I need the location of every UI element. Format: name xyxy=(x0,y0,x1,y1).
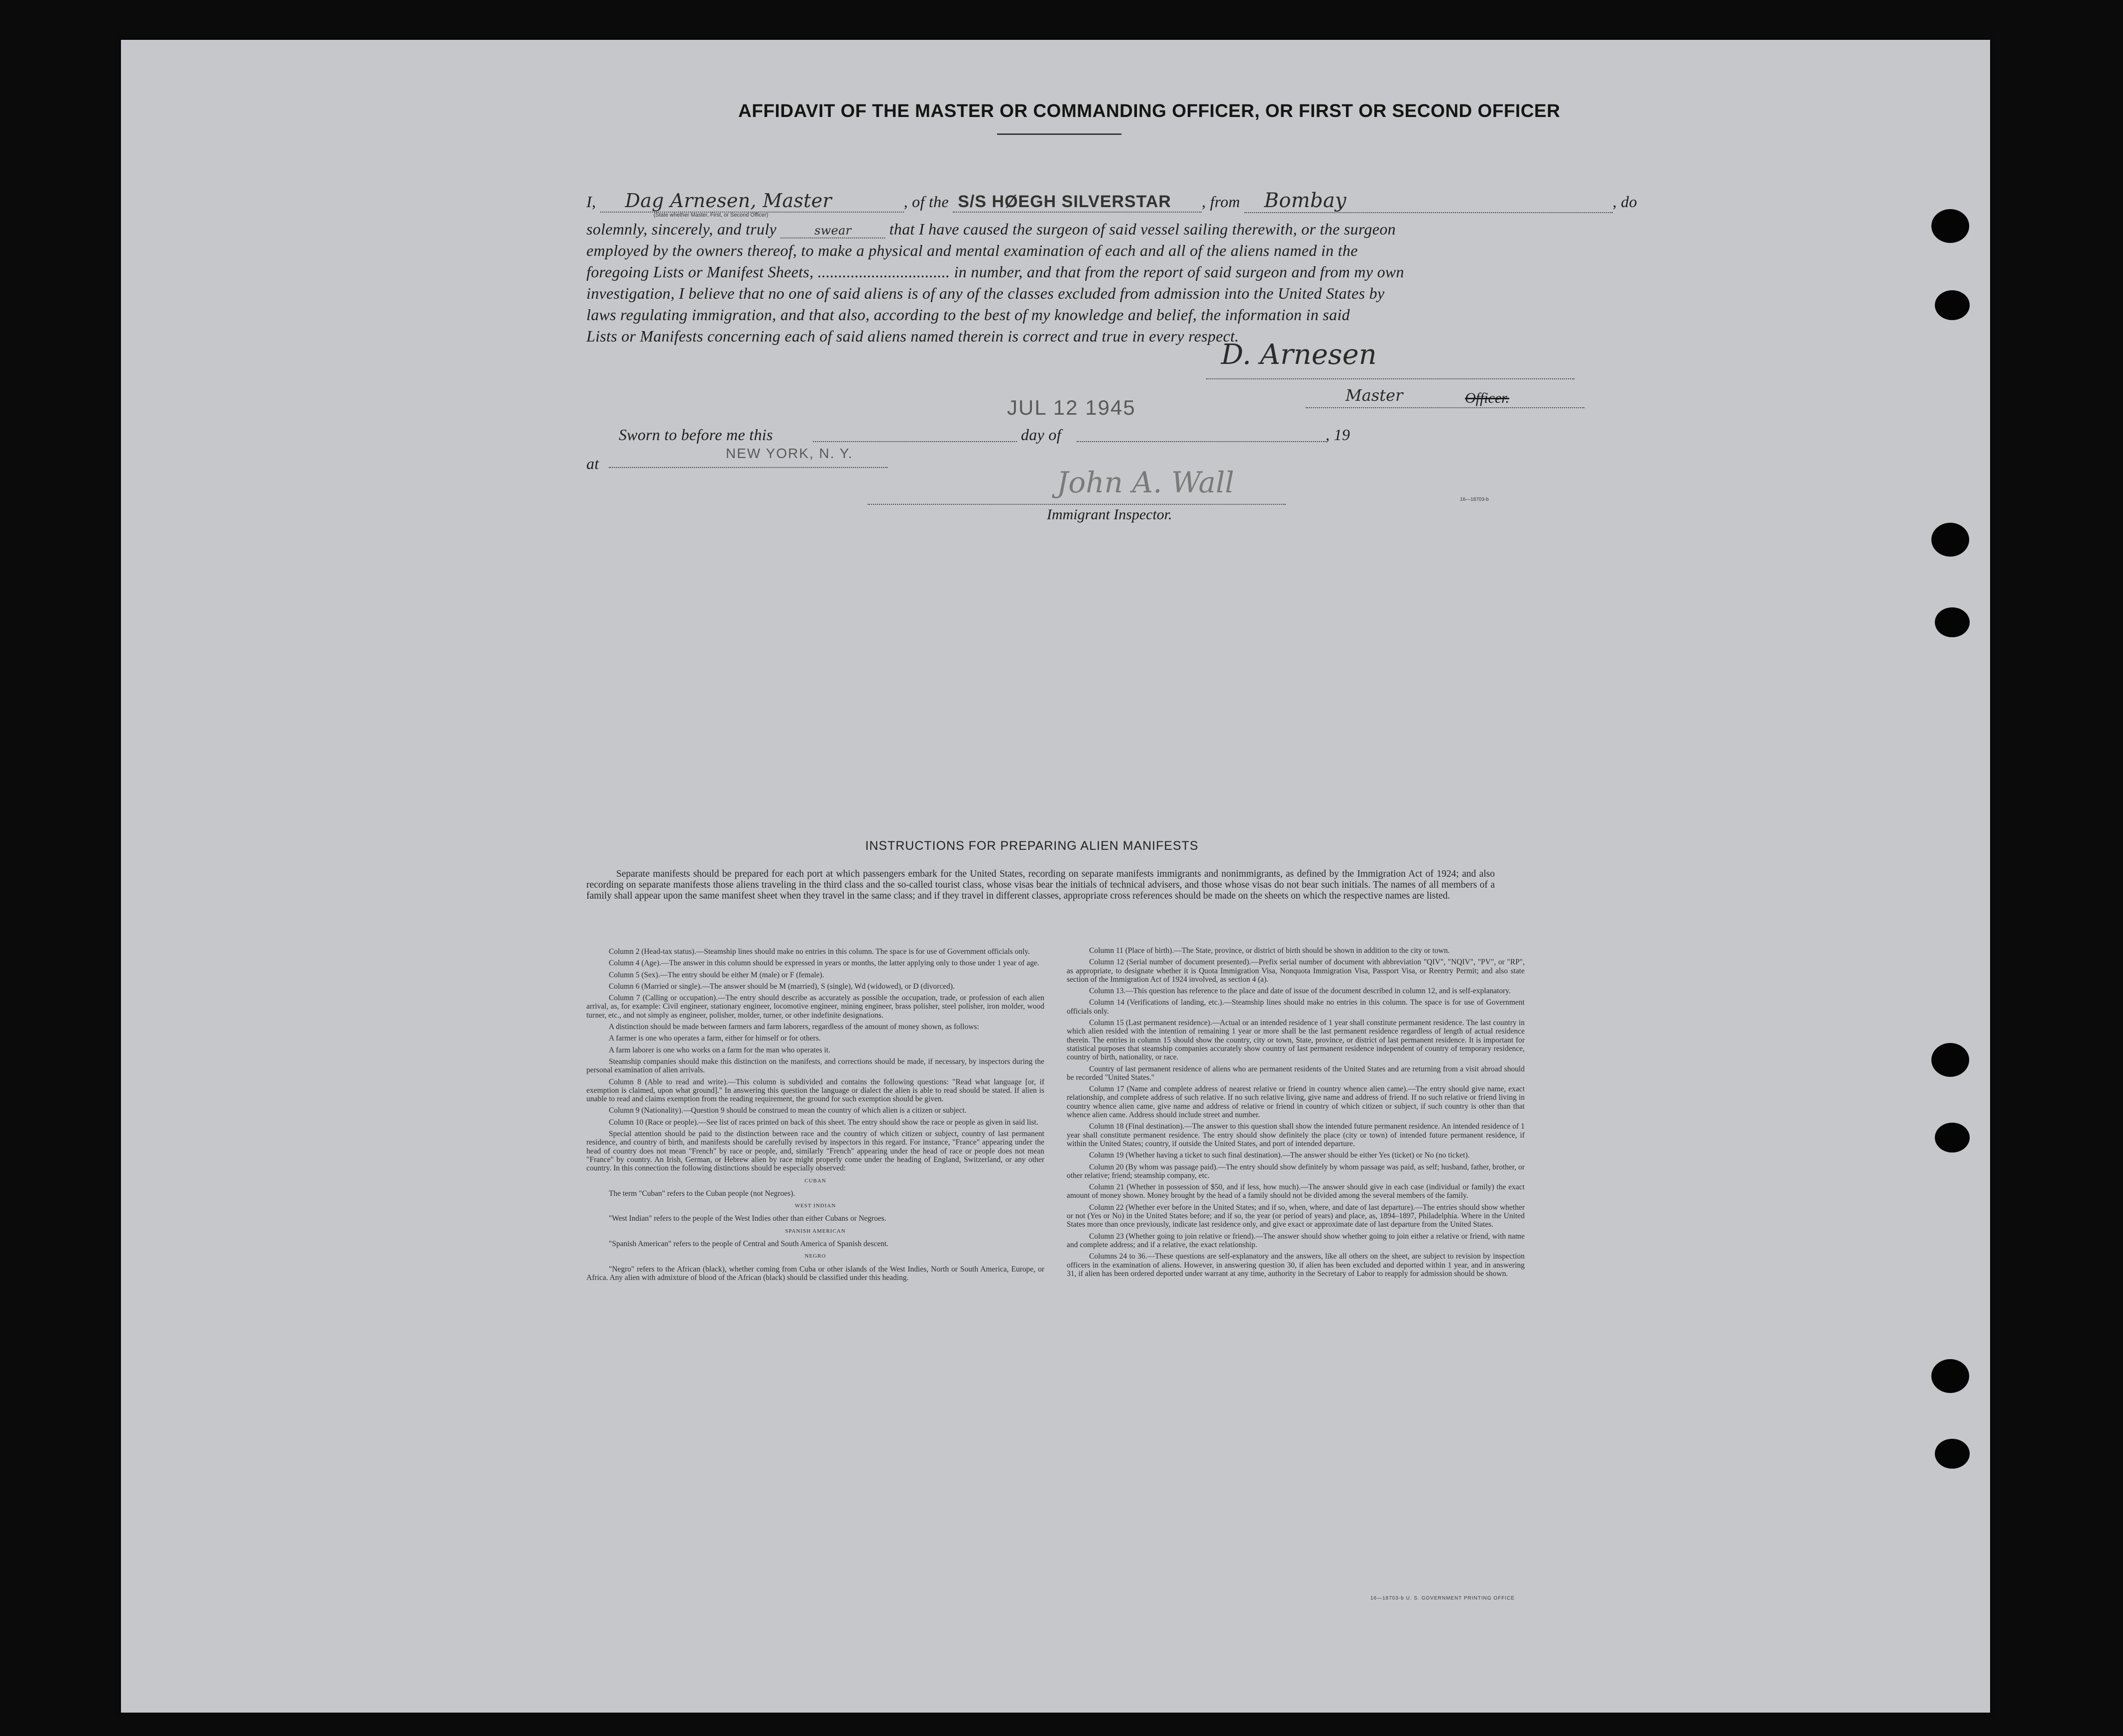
right-paragraph: Column 19 (Whether having a ticket to such final destination).—The answer should be either Yes (ticket) or No (no ticket). xyxy=(1089,1151,1470,1160)
right-paragraph: Column 15 (Last permanent residence).—Actual or an intended residence of 1 year shall constitute permanent residence. The last country in which alien resided with the intention of remaining 1 year or more shall be the last permanent residence regardless of length of actual residence therein. The entries in column 15 should show the country, city or town, State, province, or district of last permanent residence. It is important for statistical purposes that steamship companies accurately show country of last permanent residence independent of country of temporary residence, country of birth, nationality, or race. xyxy=(1067,1019,1525,1062)
affidavit-line-1: I, Dag Arnesen, Master , of the S/S HØEGH SILVERSTAR , from Bombay , do xyxy=(586,189,1637,212)
punch-hole xyxy=(1935,1439,1970,1469)
left-paragraph: Column 8 (Able to read and write).—This column is subdivided and contains the following questions: "Read what language [or, if exemption is claimed, upon what ground]." In answering this question the language or dialect the alien is able to read should be stated. If alien is unable to read and claims exemption from the reading requirement, the ground for such exemption should be given. xyxy=(586,1077,1044,1104)
vessel-name-field: S/S HØEGH SILVERSTAR xyxy=(953,192,1202,213)
right-paragraph: Country of last permanent residence of aliens who are permanent residents of the United States and are returning from a visit abroad should be recorded "United States." xyxy=(1067,1064,1525,1082)
punch-hole xyxy=(1935,1123,1970,1153)
oath-word-field: swear xyxy=(781,224,885,238)
year-prefix: , 19 xyxy=(1326,426,1350,444)
inspector-title: Immigrant Inspector. xyxy=(1047,506,1172,523)
race-note: "Spanish American" refers to the people of Central and South America of Spanish descent. xyxy=(609,1240,889,1249)
inspector-signature: John A. Wall xyxy=(1057,465,1234,499)
instructions-left-column xyxy=(586,947,1044,1285)
sworn-label: Sworn to before me this xyxy=(619,426,773,444)
master-name-field: Dag Arnesen, Master xyxy=(600,190,904,213)
signature-title: Master xyxy=(1345,386,1403,405)
right-paragraph: Columns 24 to 36.—These questions are self-explanatory and the answers, like all others on the sheet, are subject to revision by inspection officers in the examination of aliens. However, in answering question 30, if alien has been excluded and deported within 1 year, and in answering 31, if alien has been ordered deported under warrant at any time, authority in the Secretary of Labor to reapply for admission should be shown. xyxy=(1067,1252,1525,1278)
left-paragraph: Column 6 (Married or single).—The answer should be M (married), S (single), Wd (widowed), or D (divorced). xyxy=(609,982,955,991)
race-note: The term "Cuban" refers to the Cuban people (not Negroes). xyxy=(609,1189,795,1198)
punch-hole xyxy=(1935,607,1970,637)
day-of-label: day of xyxy=(1021,426,1061,444)
left-paragraph: Column 2 (Head-tax status).—Steamship lines should make no entries in this column. The space is for use of Government officials only. xyxy=(609,947,1030,956)
right-paragraph: Column 14 (Verifications of landing, etc.).—Steamship lines should make no entries in this column. The space is for use of Government officials only. xyxy=(1067,998,1525,1016)
right-paragraph: Column 17 (Name and complete address of nearest relative or friend in country whence alien came).—The entry should give name, exact relationship, and complete address of such relative. If no such relative living, give name and address of friend. If no such relative or friend living in country whence alien came, give name and address of relative or friend in country of which citizen or subject, if such country is other than that whence alien came. Address should include street and number. xyxy=(1067,1085,1525,1120)
left-paragraph: A farm laborer is one who works on a farm for the man who operates it. xyxy=(609,1045,831,1054)
at-label: at xyxy=(586,455,599,472)
punch-hole xyxy=(1931,1043,1969,1077)
punch-hole xyxy=(1931,209,1969,243)
form-code: 16—18703-b xyxy=(1460,497,1489,502)
place-stamp: NEW YORK, N. Y. xyxy=(726,446,853,461)
left-paragraph: Steamship companies should make this distinction on the manifests, and corrections should be made, if necessary, by inspectors during the personal examination of alien arrivals. xyxy=(586,1057,1044,1075)
sworn-month-line xyxy=(1077,441,1326,442)
title-line xyxy=(1306,407,1584,408)
manifest-sheet xyxy=(121,40,1990,1713)
left-paragraph: Column 7 (Calling or occupation).—The entry should describe as accurately as possible the occupation, trade, or profession of each alien arrival, as, for example: Civil engineer, stationary engineer, locomotive engineer, mining engineer, brass polisher, steel polisher, iron molder, wood turner, etc., and not simply as engineer, polisher, molder, turner, or other indefinite designations. xyxy=(586,994,1044,1020)
left-paragraph: Column 5 (Sex).—The entry should be either M (male) or F (female). xyxy=(609,970,824,979)
right-paragraph: Column 11 (Place of birth).—The State, province, or district of birth should be shown in addition to the city or town. xyxy=(1089,946,1450,955)
race-note: "West Indian" refers to the people of the West Indies other than either Cubans or Negroes. xyxy=(609,1214,887,1223)
right-paragraph: Column 23 (Whether going to join relative or friend).—The answer should show whether going to join either a relative or friend, with name and complete address; and if a relative, the exact relationship. xyxy=(1067,1232,1525,1249)
right-paragraph: Column 13.—This question has reference to the place and date of issue of the document described in column 12, and is self-explanatory. xyxy=(1089,987,1511,996)
date-stamp: JUL 12 1945 xyxy=(1007,396,1136,419)
punch-hole xyxy=(1935,290,1970,320)
inspector-line xyxy=(868,504,1286,505)
affidavit-line-6: laws regulating immigration, and that also, according to the best of my knowledge and belief, the information in said xyxy=(586,306,1350,324)
officer-struck: Officer. xyxy=(1465,390,1510,406)
title-underline xyxy=(997,133,1121,135)
right-paragraph: Column 21 (Whether in possession of $50, and if less, how much).—The answer should give in each case (individual or family) the exact amount of money shown. Money brought by the head of a family should not be divided among the several members of the family. xyxy=(1067,1183,1525,1200)
left-paragraph: A farmer is one who operates a farm, either for himself or for others. xyxy=(609,1034,821,1043)
left-paragraph: Column 10 (Race or people).—See list of races printed on back of this sheet. The entry should show the race or people as given in said list. xyxy=(609,1118,1038,1127)
right-paragraph: Column 20 (By whom was passage paid).—The entry should show definitely by whom passage was paid, as self; husband, father, brother, or other relative; friend; steamship company, etc. xyxy=(1067,1162,1525,1180)
left-paragraph: Special attention should be paid to the distinction between race and the country of which citizen or subject, country of last permanent residence, and country of birth, and manifests should be carefully revised by inspectors in this regard. For instance, "France" appearing under the head of country does not mean "French" by race or people, and, similarly "French" appearing under the head of race or people does not mean "France" by country. An Irish, German, or Hebrew alien by race might properly come under the heading of England, Switzerland, or any other country. In this connection the following distinctions should be especially observed: xyxy=(586,1130,1044,1173)
sworn-day-line xyxy=(813,441,1017,442)
affidavit-line-2: solemnly, sincerely, and truly swear that I have caused the surgeon of said vessel sailing therewith, or the surgeon xyxy=(586,220,1396,238)
left-paragraph: A distinction should be made between farmers and farm laborers, regardless of the amount of money shown, as follows: xyxy=(609,1023,979,1032)
affidavit-title: AFFIDAVIT OF THE MASTER OR COMMANDING OFFICER, OR FIRST OR SECOND OFFICER xyxy=(738,101,1561,121)
place-line xyxy=(609,467,888,468)
affidavit-line-3: employed by the owners thereof, to make a physical and mental examination of each and all of the aliens named in the xyxy=(586,241,1358,259)
punch-hole xyxy=(1931,523,1969,557)
race-note: "Negro" refers to the African (black), whether coming from Cuba or other islands of the West Indies, North or South America, Europe, or Africa. Any alien with admixture of blood of the African (black) should be classified under this heading. xyxy=(586,1265,1044,1282)
race-heading: WEST INDIAN xyxy=(794,1203,836,1209)
left-paragraph: Column 9 (Nationality).—Question 9 should be construed to mean the country of which alien is a citizen or subject. xyxy=(609,1106,967,1115)
master-signature: D. Arnesen xyxy=(1221,339,1377,371)
signature-line xyxy=(1206,378,1574,379)
instructions-intro: Separate manifests should be prepared for each port at which passengers embark for the United States, recording on separate manifests immigrants and nonimmigrants, as defined by the Immigration Act of 1924; and also recording on separate manifests those aliens traveling in the third class and the so-called tourist class, whose visas bear the initials of technical advisers, and those whose visas do not bear such initials. The names of all members of a family shall appear upon the same manifest sheet when they travel in the same class; and if they travel in different classes, appropriate cross references should be made on the sheets on which the respective names are listed. xyxy=(586,869,1495,901)
instructions-right-column xyxy=(1067,946,1525,1281)
affidavit-line-7: Lists or Manifests concerning each of said aliens named therein is correct and true in every respect. xyxy=(586,327,1239,345)
right-paragraph: Column 12 (Serial number of document presented).—Prefix serial number of document with abbreviation "QIV", "NQIV", "PV", or "RP", as appropriate, to designate whether it is Quota Immigration Visa, Nonquota Immigration Visa, Passport Visa, or Reentry Permit; and also state section of the Immigration Act of 1924 involved, as section 4 (a). xyxy=(1067,958,1525,984)
right-paragraph: Column 18 (Final destination).—The answer to this question shall show the intended future permanent residence. An intended residence of 1 year shall constitute permanent residence. The entry should show definitely the place (city or town) of intended future permanent residence, if within the United States; country, if outside the United States, and port of intended departure. xyxy=(1067,1122,1525,1148)
affidavit-line-5: investigation, I believe that no one of said aliens is of any of the classes excluded from admission into the United States by xyxy=(586,284,1385,302)
race-heading: SPANISH AMERICAN xyxy=(785,1228,846,1234)
punch-hole xyxy=(1931,1359,1969,1393)
instructions-title: INSTRUCTIONS FOR PREPARING ALIEN MANIFESTS xyxy=(865,839,1199,853)
affidavit-line-4: foregoing Lists or Manifest Sheets, ................................ in number, and that from the report of said surgeon and from my own xyxy=(586,263,1404,281)
port-field: Bombay xyxy=(1244,189,1613,213)
officer-rank-hint: (State whether Master, First, or Second Officer) xyxy=(654,212,769,218)
left-paragraph: Column 4 (Age).—The answer in this column should be expressed in years or months, the latter applying only to those under 1 year of age. xyxy=(609,959,1039,968)
printing-office-footer: 16—18703-b U. S. GOVERNMENT PRINTING OFFICE xyxy=(1370,1596,1515,1601)
race-heading: CUBAN xyxy=(804,1177,826,1184)
right-paragraph: Column 22 (Whether ever before in the United States; and if so, when, where, and date of last departure).—The entries should show whether or not (Yes or No) in the United States before; and if so, the year (or period of years) and place, as, 1894–1897, Philadelphia. Where in the United States more than once previously, indicate last residence only, and give exact or approximate date of last departure from the United States. xyxy=(1067,1203,1525,1229)
race-heading: NEGRO xyxy=(804,1253,826,1260)
